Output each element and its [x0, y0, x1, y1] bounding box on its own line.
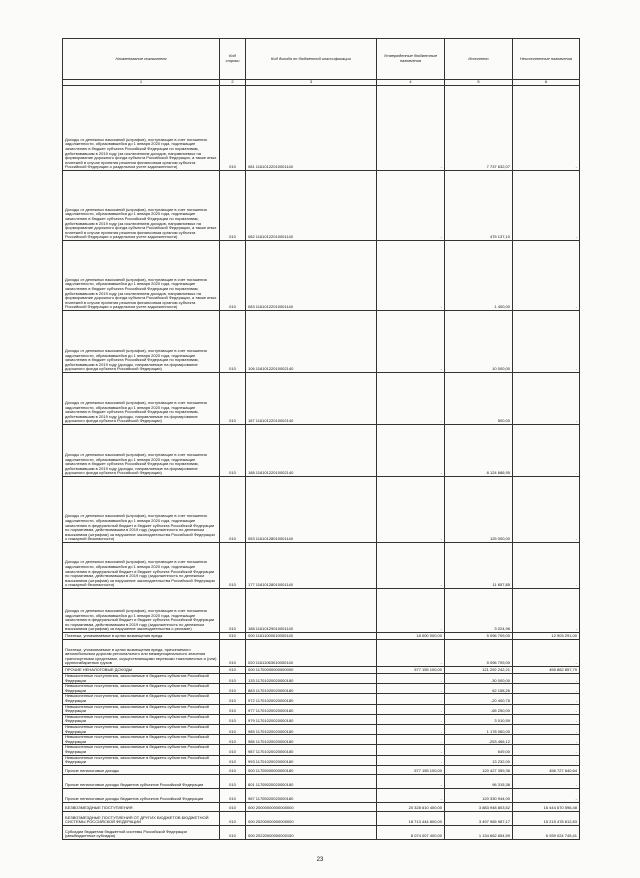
table-row: [63, 765, 580, 774]
row-approved-cell: -: [377, 735, 445, 745]
row-unexecuted-cell: -: [513, 425, 580, 477]
row-income-code-cell: 053 11610128010001140: [246, 477, 377, 543]
row-unexecuted-cell: -: [513, 735, 580, 745]
header-income-code: Код дохода по бюджетной классификации: [246, 39, 377, 80]
row-line-code-cell: 010: [220, 774, 246, 788]
row-executed-cell: 8 124 686,95: [445, 425, 513, 477]
row-line-code-cell: 010: [220, 543, 246, 589]
table-row: [63, 674, 580, 684]
row-income-code-cell: 000 20000000000000000: [246, 802, 377, 811]
row-line-code-cell: 010: [220, 714, 246, 724]
row-approved-cell: -: [377, 755, 445, 765]
table-row: [63, 589, 580, 633]
row-unexecuted-cell: -: [513, 241, 580, 311]
row-executed-cell: 120 330 944,00: [445, 788, 513, 802]
row-income-code-cell: 987 11701020020000180: [246, 745, 377, 755]
page-number: 23: [316, 857, 324, 863]
row-income-code-cell: 000 20200000000000000: [246, 811, 377, 825]
row-executed-cell: 3 024,96: [445, 589, 513, 633]
row-unexecuted-cell: 456 727 640,64: [513, 765, 580, 774]
row-name-cell: ПРОЧИЕ НЕНАЛОГОВЫЕ ДОХОДЫ: [63, 667, 220, 674]
row-income-code-cell: 177 11610128010001140: [246, 543, 377, 589]
row-name-cell: Невыясненные поступления, зачисляемые в бюджеты субъектов Российской Федерации: [63, 724, 220, 734]
row-line-code-cell: 010: [220, 589, 246, 633]
column-number: 4: [377, 80, 445, 86]
table-row: [63, 477, 580, 543]
row-line-code-cell: 010: [220, 640, 246, 667]
row-income-code-cell: 187 11610122010002140: [246, 373, 377, 425]
row-unexecuted-cell: 6 939 024 745,41: [513, 825, 580, 839]
row-line-code-cell: 010: [220, 724, 246, 734]
table-row: [63, 774, 580, 788]
row-name-cell: Доходы от денежных взысканий (штрафов), поступающие в счет погашения задолженности, образовавшейся до 1 января 2020 года, подлежащие зачислению в бюджет субъекта Российской Федерации по нормативам, действовавшим в 2019 году (за исключением доходов, направляемых на формирование дорожного фонда субъекта Российской Федерации, а также иных платежей в случае принятия решения финансовым органом субъекта Российской Федерации о раздельном учете задолженности): [63, 86, 220, 171]
header-executed: Исполнено: [445, 39, 513, 80]
table-row: [63, 684, 580, 694]
row-line-code-cell: 010: [220, 633, 246, 640]
table-row: [63, 311, 580, 373]
row-name-cell: БЕЗВОЗМЕЗДНЫЕ ПОСТУПЛЕНИЯ: [63, 802, 220, 811]
table-row: [63, 825, 580, 839]
table-row: [63, 745, 580, 755]
row-unexecuted-cell: 15 215 478 812,83: [513, 811, 580, 825]
row-line-code-cell: 010: [220, 704, 246, 714]
row-approved-cell: -: [377, 477, 445, 543]
table-row: [63, 811, 580, 825]
row-approved-cell: -: [377, 86, 445, 171]
row-name-cell: Платежи, уплачиваемые в целях возмещения вреда, причиняемого автомобильным дорогам регионального или межмуниципального значения транспортными средствами, осуществляющими перевозки тяжеловесных и (или) крупногабаритных грузов: [63, 640, 220, 667]
row-income-code-cell: 020 11611063010000140: [246, 640, 377, 667]
table-row: [63, 704, 580, 714]
row-income-code-cell: 972 11701020020000180: [246, 694, 377, 704]
row-executed-cell: -30 000,00: [445, 674, 513, 684]
row-income-code-cell: 133 11701020020000180: [246, 674, 377, 684]
column-number: 6: [513, 80, 580, 86]
row-income-code-cell: 000 20220000000000150: [246, 825, 377, 839]
row-income-code-cell: 801 11705020020000180: [246, 774, 377, 788]
row-unexecuted-cell: 12 903 291,00: [513, 633, 580, 640]
row-executed-cell: 121 292 242,21: [445, 667, 513, 674]
row-executed-cell: -253 466,12: [445, 735, 513, 745]
row-income-code-cell: 000 11611000010000140: [246, 633, 377, 640]
row-unexecuted-cell: -: [513, 373, 580, 425]
column-number: 5: [445, 80, 513, 86]
row-name-cell: Невыясненные поступления, зачисляемые в бюджеты субъектов Российской Федерации: [63, 674, 220, 684]
row-executed-cell: 125 000,00: [445, 477, 513, 543]
column-number: 3: [246, 80, 377, 86]
row-line-code-cell: 010: [220, 811, 246, 825]
row-name-cell: Доходы от денежных взысканий (штрафов), поступающие в счет погашения задолженности, образовавшейся до 1 января 2020 года, подлежащие зачислению в бюджет субъекта Российской Федерации по нормативам, действовавшим в 2019 году (доходы, направляемые на формирование дорожного фонда субъекта Российской Федерации): [63, 425, 220, 477]
row-income-code-cell: 985 11701020020000180: [246, 724, 377, 734]
row-unexecuted-cell: -: [513, 589, 580, 633]
row-line-code-cell: 010: [220, 788, 246, 802]
row-line-code-cell: 010: [220, 765, 246, 774]
row-approved-cell: -: [377, 774, 445, 788]
row-approved-cell: -: [377, 589, 445, 633]
table-row: [63, 694, 580, 704]
column-number: 1: [63, 80, 220, 86]
row-executed-cell: 11 657,85: [445, 543, 513, 589]
row-name-cell: Прочие неналоговые доходы: [63, 765, 220, 774]
row-approved-cell: 18 000 000,00: [377, 633, 445, 640]
row-name-cell: Доходы от денежных взысканий (штрафов), поступающие в счет погашения задолженности, образовавшейся до 1 января 2020 года, подлежащие зачислению в бюджет субъекта Российской Федерации по нормативам, действовавшим в 2019 году (доходы, направляемые на формирование дорожного фонда субъекта Российской Федерации): [63, 373, 220, 425]
row-unexecuted-cell: -: [513, 788, 580, 802]
row-executed-cell: 3 883 948 803,52: [445, 802, 513, 811]
row-line-code-cell: 010: [220, 694, 246, 704]
row-line-code-cell: 010: [220, 825, 246, 839]
row-executed-cell: 13 232,00: [445, 755, 513, 765]
row-name-cell: Доходы от денежных взысканий (штрафов), поступающие в счет погашения задолженности, образовавшейся до 1 января 2020 года, подлежащие зачислению в федеральный бюджет и бюджет субъекта Российской Федерации по нормативам, действовавшим в 2019 году (задолженность по денежным взысканиям (штрафам) за нарушение законодательства Российской Федерации о пожарной безопасности): [63, 543, 220, 589]
row-name-cell: Невыясненные поступления, зачисляемые в бюджеты субъектов Российской Федерации: [63, 755, 220, 765]
row-line-code-cell: 010: [220, 171, 246, 241]
row-unexecuted-cell: -: [513, 755, 580, 765]
row-line-code-cell: 010: [220, 86, 246, 171]
table-header-row: [63, 39, 580, 80]
row-approved-cell: 577 155 100,00: [377, 765, 445, 774]
row-unexecuted-cell: -: [513, 86, 580, 171]
table-row: [63, 425, 580, 477]
table-row: [63, 86, 580, 171]
row-unexecuted-cell: 455 862 857,79: [513, 667, 580, 674]
table-row: [63, 788, 580, 802]
row-income-code-cell: 000 11700000000000000: [246, 667, 377, 674]
header-line-code: Код строки: [220, 39, 246, 80]
row-line-code-cell: 010: [220, 674, 246, 684]
row-executed-cell: -20 400,76: [445, 694, 513, 704]
row-name-cell: Доходы от денежных взысканий (штрафов), поступающие в счет погашения задолженности, образовавшейся до 1 января 2020 года, подлежащие зачислению в бюджет субъекта Российской Федерации по нормативам, действовавшим в 2019 году (доходы, направляемые на формирование дорожного фонда субъекта Российской Федерации): [63, 311, 220, 373]
row-line-code-cell: 010: [220, 667, 246, 674]
row-name-cell: Невыясненные поступления, зачисляемые в бюджеты субъектов Российской Федерации: [63, 704, 220, 714]
table-row: [63, 640, 580, 667]
row-name-cell: Невыясненные поступления, зачисляемые в бюджеты субъектов Российской Федерации: [63, 714, 220, 724]
header-unexecuted: Неисполненные назначения: [513, 39, 580, 80]
table-row: [63, 171, 580, 241]
row-unexecuted-cell: -: [513, 714, 580, 724]
row-approved-cell: -: [377, 373, 445, 425]
table-row: [63, 714, 580, 724]
row-line-code-cell: 010: [220, 425, 246, 477]
row-income-code-cell: 188 11610129010001140: [246, 589, 377, 633]
row-unexecuted-cell: -: [513, 640, 580, 667]
row-approved-cell: 577 155 100,00: [377, 667, 445, 674]
table-row: [63, 633, 580, 640]
table-row: [63, 543, 580, 589]
row-executed-cell: 7 737 632,07: [445, 86, 513, 171]
row-name-cell: Доходы от денежных взысканий (штрафов), поступающие в счет погашения задолженности, образовавшейся до 1 января 2020 года, подлежащие зачислению в федеральный бюджет и бюджет субъекта Российской Федерации по нормативам, действовавшим в 2019 году (задолженность по денежным взысканиям (штрафам) за нарушение законодательства о рекламе): [63, 589, 220, 633]
row-name-cell: Прочие неналоговые доходы бюджетов субъектов Российской Федерации: [63, 774, 220, 788]
row-executed-cell: 1 134 662 654,59: [445, 825, 513, 839]
row-approved-cell: -: [377, 745, 445, 755]
budget-execution-table: [62, 38, 580, 840]
row-approved-cell: -: [377, 704, 445, 714]
row-approved-cell: -: [377, 311, 445, 373]
row-unexecuted-cell: -: [513, 543, 580, 589]
row-unexecuted-cell: -: [513, 704, 580, 714]
row-income-code-cell: 977 11701020020000180: [246, 704, 377, 714]
row-executed-cell: 1 178 060,00: [445, 724, 513, 734]
row-line-code-cell: 010: [220, 477, 246, 543]
row-name-cell: Невыясненные поступления, зачисляемые в бюджеты субъектов Российской Федерации: [63, 745, 220, 755]
row-approved-cell: 8 074 007 400,00: [377, 825, 445, 839]
row-executed-cell: 1 400,00: [445, 241, 513, 311]
row-name-cell: Прочие неналоговые доходы бюджетов субъектов Российской Федерации: [63, 788, 220, 802]
row-line-code-cell: 010: [220, 684, 246, 694]
row-line-code-cell: 010: [220, 373, 246, 425]
row-approved-cell: -: [377, 788, 445, 802]
row-executed-cell: 3 010,59: [445, 714, 513, 724]
row-approved-cell: 20 328 610 400,00: [377, 802, 445, 811]
table-row: [63, 802, 580, 811]
row-income-code-cell: 106 11610122010002140: [246, 311, 377, 373]
row-unexecuted-cell: -: [513, 694, 580, 704]
row-name-cell: Невыясненные поступления, зачисляемые в бюджеты субъектов Российской Федерации: [63, 735, 220, 745]
row-executed-cell: 649,00: [445, 745, 513, 755]
row-executed-cell: 96 315,36: [445, 774, 513, 788]
row-income-code-cell: 986 11701020020000180: [246, 735, 377, 745]
row-line-code-cell: 010: [220, 745, 246, 755]
header-indicator-name: Наименование показателя: [63, 39, 220, 80]
row-income-code-cell: 993 11701020020000180: [246, 755, 377, 765]
table-body: [63, 39, 580, 840]
row-line-code-cell: 010: [220, 241, 246, 311]
row-name-cell: Доходы от денежных взысканий (штрафов), поступающие в счет погашения задолженности, образовавшейся до 1 января 2020 года, подлежащие зачислению в бюджет субъекта Российской Федерации по нормативам, действовавшим в 2019 году (за исключением доходов, направляемых на формирование дорожного фонда субъекта Российской Федерации, а также иных платежей в случае принятия решения финансовым органом субъекта Российской Федерации о раздельном учете задолженности): [63, 241, 220, 311]
row-unexecuted-cell: -: [513, 774, 580, 788]
row-name-cell: БЕЗВОЗМЕЗДНЫЕ ПОСТУПЛЕНИЯ ОТ ДРУГИХ БЮДЖЕТОВ БЮДЖЕТНОЙ СИСТЕМЫ РОССИЙСКОЙ ФЕДЕРАЦИИ: [63, 811, 220, 825]
row-unexecuted-cell: -: [513, 724, 580, 734]
row-line-code-cell: 010: [220, 311, 246, 373]
row-approved-cell: -: [377, 425, 445, 477]
row-executed-cell: 3 497 965 987,17: [445, 811, 513, 825]
row-executed-cell: 120 427 359,36: [445, 765, 513, 774]
row-approved-cell: -: [377, 674, 445, 684]
row-executed-cell: 5 096 709,00: [445, 640, 513, 667]
table-row: [63, 724, 580, 734]
row-name-cell: Доходы от денежных взысканий (штрафов), поступающие в счет погашения задолженности, образовавшейся до 1 января 2020 года, подлежащие зачислению в федеральный бюджет и бюджет субъекта Российской Федерации по нормативам, действовавшим в 2019 году (задолженность по денежным взысканиям (штрафам) за нарушение законодательства Российской Федерации о пожарной безопасности): [63, 477, 220, 543]
row-approved-cell: -: [377, 724, 445, 734]
column-number: 2: [220, 80, 246, 86]
row-income-code-cell: 081 11610122010001140: [246, 86, 377, 171]
row-executed-cell: 5 096 709,00: [445, 633, 513, 640]
table-row: [63, 667, 580, 674]
row-executed-cell: 475 137,10: [445, 171, 513, 241]
row-approved-cell: -: [377, 694, 445, 704]
row-unexecuted-cell: -: [513, 311, 580, 373]
row-income-code-cell: 082 11610122010001140: [246, 171, 377, 241]
row-approved-cell: -: [377, 543, 445, 589]
header-approved: Утвержденные бюджетные назначения: [377, 39, 445, 80]
row-executed-cell: -65 250,00: [445, 704, 513, 714]
row-unexecuted-cell: 16 444 670 596,48: [513, 802, 580, 811]
row-unexecuted-cell: -: [513, 674, 580, 684]
row-name-cell: Доходы от денежных взысканий (штрафов), поступающие в счет погашения задолженности, образовавшейся до 1 января 2020 года, подлежащие зачислению в бюджет субъекта Российской Федерации по нормативам, действовавшим в 2019 году (за исключением доходов, направляемых на формирование дорожного фонда субъекта Российской Федерации, а также иных платежей в случае принятия решения финансовым органом субъекта Российской Федерации о раздельном учете задолженности): [63, 171, 220, 241]
row-approved-cell: -: [377, 684, 445, 694]
table-row: [63, 241, 580, 311]
table-row: [63, 373, 580, 425]
row-name-cell: Субсидии бюджетам бюджетной системы Российской Федерации (межбюджетные субсидии): [63, 825, 220, 839]
row-income-code-cell: 979 11701020020000180: [246, 714, 377, 724]
row-income-code-cell: 000 11705000000000180: [246, 765, 377, 774]
row-name-cell: Платежи, уплачиваемые в целях возмещения вреда: [63, 633, 220, 640]
row-income-code-cell: 188 11610122010002140: [246, 425, 377, 477]
row-approved-cell: -: [377, 171, 445, 241]
table-row: [63, 735, 580, 745]
row-line-code-cell: 010: [220, 755, 246, 765]
row-approved-cell: 18 713 444 800,00: [377, 811, 445, 825]
row-income-code-cell: 987 11705020020000180: [246, 788, 377, 802]
row-executed-cell: 10 000,00: [445, 311, 513, 373]
row-line-code-cell: 010: [220, 802, 246, 811]
table-row: [63, 755, 580, 765]
row-unexecuted-cell: -: [513, 684, 580, 694]
row-name-cell: Невыясненные поступления, зачисляемые в бюджеты субъектов Российской Федерации: [63, 694, 220, 704]
row-approved-cell: -: [377, 640, 445, 667]
row-executed-cell: 500,00: [445, 373, 513, 425]
row-approved-cell: -: [377, 714, 445, 724]
row-income-code-cell: 883 11701020020000180: [246, 684, 377, 694]
row-income-code-cell: 083 11610122010001140: [246, 241, 377, 311]
row-unexecuted-cell: -: [513, 745, 580, 755]
row-unexecuted-cell: -: [513, 171, 580, 241]
row-name-cell: Невыясненные поступления, зачисляемые в бюджеты субъектов Российской Федерации: [63, 684, 220, 694]
row-executed-cell: 62 158,26: [445, 684, 513, 694]
row-line-code-cell: 010: [220, 735, 246, 745]
row-approved-cell: -: [377, 241, 445, 311]
row-unexecuted-cell: -: [513, 477, 580, 543]
